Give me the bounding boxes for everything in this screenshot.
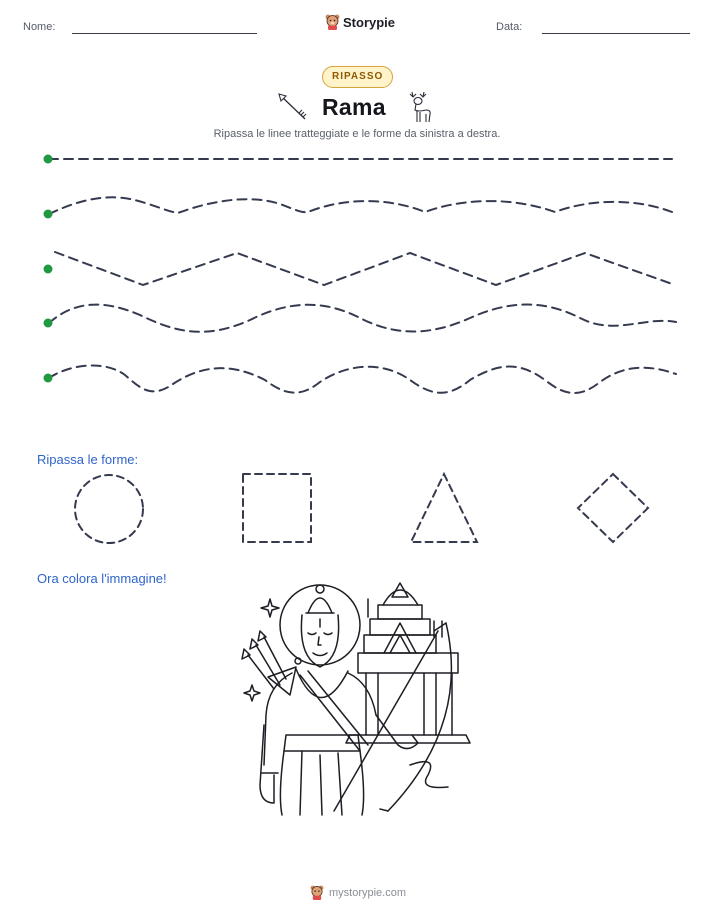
- footer: [310, 885, 406, 900]
- tracing-line-wave-2: [49, 305, 676, 332]
- tracing-shape-circle: [75, 475, 143, 543]
- brand-name: Storypie: [343, 14, 396, 30]
- start-dot-4: [44, 319, 53, 328]
- tracing-shape-diamond: [578, 474, 648, 542]
- tracing-shape-square: [243, 474, 311, 542]
- tracing-line-wave-1: [49, 197, 672, 214]
- tracing-shape-triangle: [411, 474, 477, 542]
- tracing-line-wave-3: [49, 365, 676, 393]
- sparkle-icon: [244, 685, 260, 701]
- start-dot-5: [44, 374, 53, 383]
- worksheet-title: Rama: [322, 94, 386, 120]
- coloring-section-label: Ora colora l'immagine!: [37, 571, 167, 586]
- shapes-section-label: Ripassa le forme:: [37, 452, 139, 467]
- tracing-lines[interactable]: [0, 0, 714, 400]
- tracing-shapes[interactable]: [0, 470, 714, 550]
- start-dot-1: [44, 155, 53, 164]
- start-dot-3: [44, 265, 53, 274]
- start-dot-2: [44, 210, 53, 219]
- instructions-text: Ripassa le linee tratteggiate e le forme da sinistra a destra.: [213, 128, 501, 140]
- bear-mascot-icon: [310, 885, 324, 900]
- footer-site-link[interactable]: mystorypie.com: [329, 886, 407, 899]
- date-label: Data:: [496, 21, 523, 33]
- review-badge: RIPASSO: [322, 66, 393, 88]
- rama-coloring-illustration[interactable]: [238, 575, 478, 820]
- name-label: Nome:: [23, 21, 56, 33]
- sparkle-icon: [261, 599, 279, 617]
- tracing-line-zigzag: [55, 252, 675, 285]
